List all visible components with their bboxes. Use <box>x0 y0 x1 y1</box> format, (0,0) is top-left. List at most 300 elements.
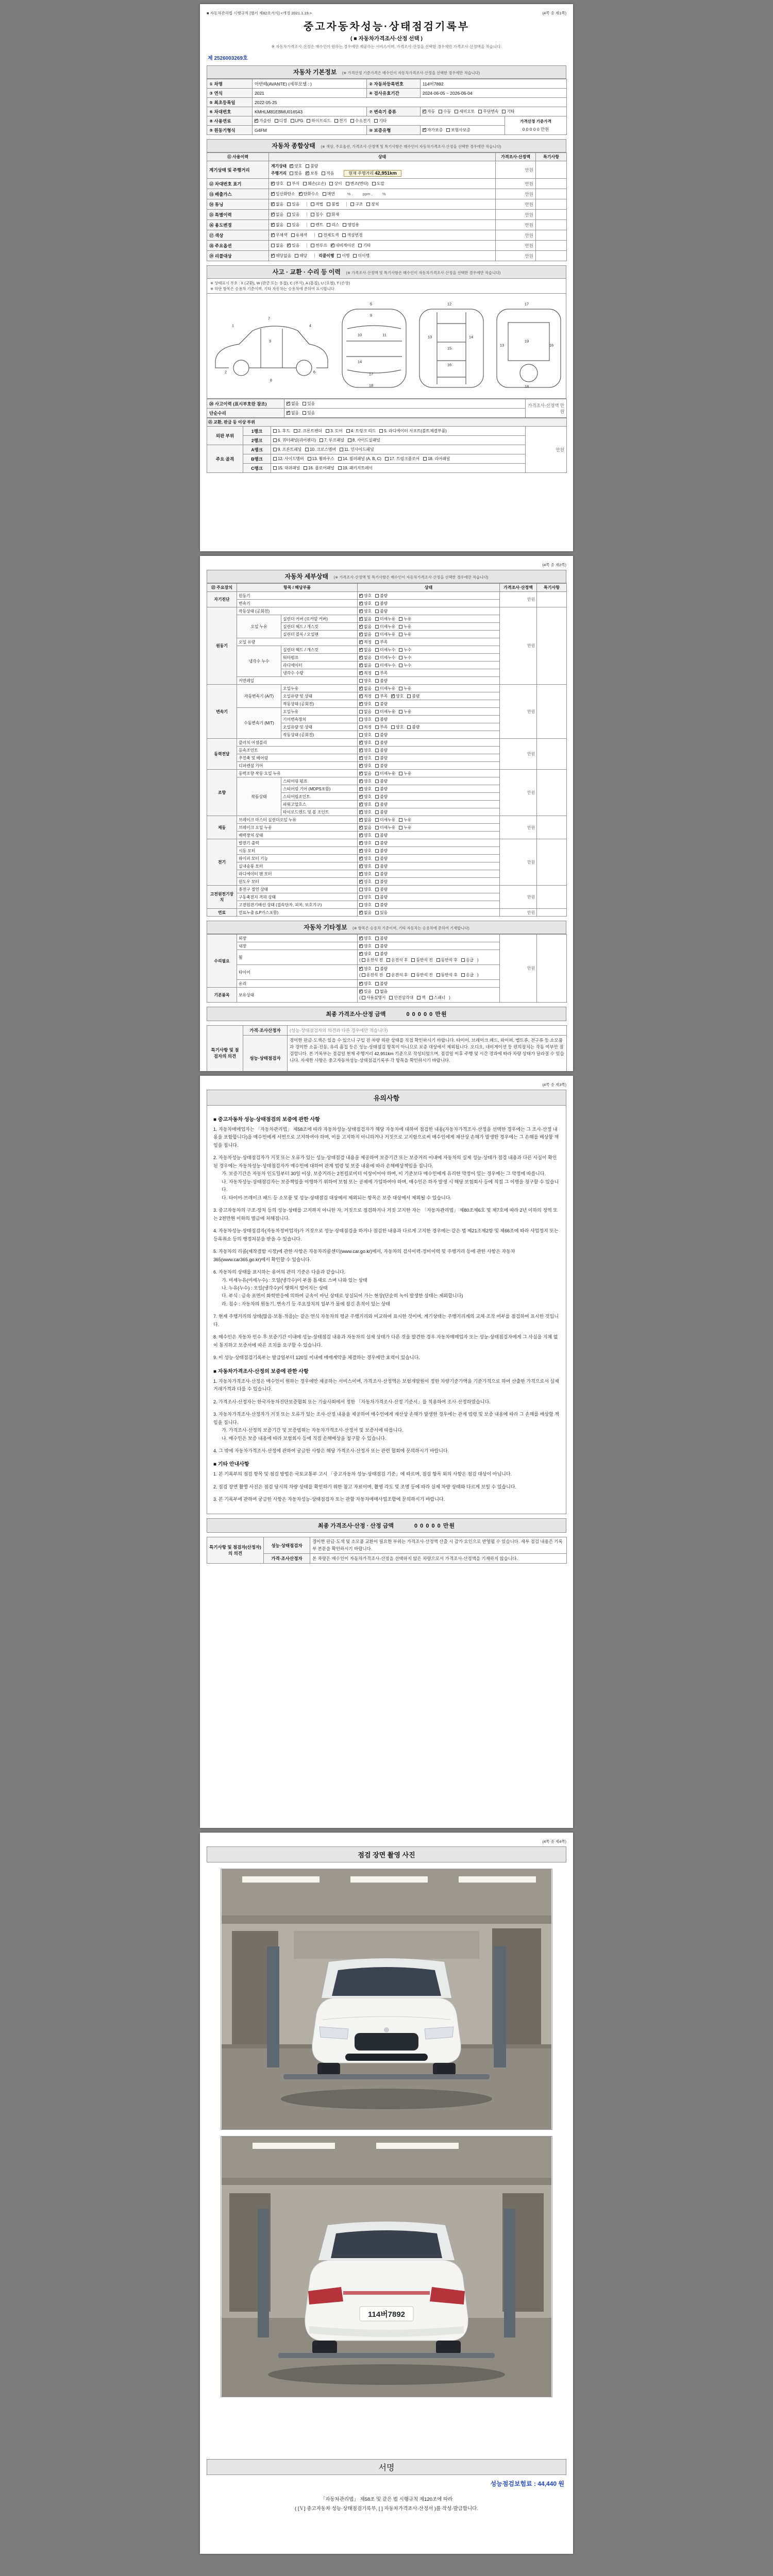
path-element <box>425 2027 453 2039</box>
checkbox-19. 패키지트레이[interactable] <box>338 465 373 471</box>
checkbox-box <box>273 438 277 442</box>
checkbox-양호[interactable] <box>359 856 372 861</box>
checkbox-없음[interactable] <box>375 989 388 994</box>
checkbox-있음[interactable] <box>287 243 299 248</box>
checkbox-해당[interactable] <box>295 253 307 259</box>
checkbox-일산화탄소[interactable] <box>271 191 295 197</box>
checkbox-양호[interactable] <box>359 778 372 784</box>
checkbox-구조[interactable] <box>350 201 363 207</box>
notice-main-line: 1. 본 기록부의 점검 항목 및 점검 방법은 국토교통부 고시 「중고자동차 성능·상태점검 기준」에 따르며, 점검 항목 외의 사항은 점검 대상이 아닙니다. <box>213 1471 512 1477</box>
checkbox-box <box>391 725 395 729</box>
checkbox-불량[interactable] <box>375 848 388 854</box>
checkbox-양호[interactable] <box>359 887 372 892</box>
checkbox-장치[interactable] <box>366 201 379 207</box>
checkbox-box <box>359 937 363 940</box>
checkbox-label: 불량 <box>380 678 388 683</box>
checkbox-누유[interactable] <box>399 771 411 776</box>
checkbox-양호[interactable] <box>359 794 372 800</box>
checkbox-양호[interactable] <box>359 786 372 792</box>
checkbox-양호[interactable] <box>359 966 372 972</box>
checkbox-적정[interactable] <box>359 639 372 645</box>
basic-items-state <box>358 988 500 1003</box>
checkbox-자가보증[interactable] <box>423 127 443 133</box>
checkbox-불량[interactable] <box>375 809 388 815</box>
checkbox-label: 전기 <box>339 118 347 123</box>
checkbox-누수[interactable] <box>399 647 411 653</box>
checkbox-미세누유[interactable] <box>375 825 395 831</box>
checkbox-없음[interactable] <box>271 201 283 207</box>
checkbox-없음[interactable] <box>359 624 372 630</box>
checkbox-불량[interactable] <box>375 601 388 606</box>
checkbox-미세누유[interactable] <box>375 709 395 715</box>
checkbox-동반석 전[interactable] <box>411 972 432 978</box>
checkbox-누수[interactable] <box>399 663 411 668</box>
checkbox-양호[interactable] <box>359 871 372 877</box>
checkbox-탄화수소[interactable] <box>299 191 319 197</box>
checkbox-불량[interactable] <box>375 701 388 707</box>
notice-main-line: 2. 점검 장면 촬영 사진은 점검 당시의 차량 상태를 확인하기 위한 참고 자료이며, 촬영 각도 및 조명 등에 따라 실제 차량 상태와 다르게 보일 수 있습니다. <box>213 1484 516 1489</box>
checkbox-13. 휠하우스[interactable] <box>308 456 334 462</box>
checkbox-많음[interactable] <box>290 171 302 176</box>
checkbox-box <box>374 119 378 123</box>
checkbox-동반석 전[interactable] <box>411 957 432 963</box>
checkbox-불량[interactable] <box>375 678 388 684</box>
device-item-label: 윈도우 모터 <box>237 878 358 886</box>
checkbox-양호[interactable] <box>391 724 404 730</box>
span-element <box>314 233 315 238</box>
checkbox-누유[interactable] <box>399 624 411 630</box>
device-sub-label: 작동상태 <box>237 777 281 816</box>
checkbox-없음[interactable] <box>359 655 372 660</box>
checkbox-침수[interactable] <box>311 212 323 217</box>
checkbox-7. 루프패널[interactable] <box>320 437 344 443</box>
checkbox-불량[interactable] <box>375 763 388 769</box>
checkbox-무단변속[interactable] <box>478 109 498 114</box>
checkbox-label: 상이 <box>334 181 342 186</box>
checkbox-4. 트렁크 리드[interactable] <box>346 428 376 434</box>
checkbox-운전석 후[interactable] <box>386 957 408 963</box>
checkbox-14. 필러패널 (A, B, C)[interactable] <box>338 456 381 462</box>
checkbox-없음[interactable] <box>359 910 372 916</box>
checkbox-box <box>359 617 363 621</box>
checkbox-box <box>329 182 333 185</box>
checkbox-스패너[interactable] <box>429 995 446 1001</box>
checkbox-렌트[interactable] <box>311 222 323 228</box>
checkbox-자동[interactable] <box>423 109 435 114</box>
checkbox-label: 불량 <box>380 778 388 784</box>
checkbox-미세누수[interactable] <box>375 655 395 660</box>
checkbox-box <box>375 617 379 621</box>
checkbox-수소전기[interactable] <box>350 118 371 124</box>
checkbox-양호[interactable] <box>359 608 372 614</box>
checkbox-해당없음[interactable] <box>271 253 291 259</box>
checkbox-불량[interactable] <box>375 902 388 908</box>
checkbox-미세누유[interactable] <box>375 817 395 823</box>
checkbox-양호[interactable] <box>359 732 372 738</box>
device-item-state <box>358 801 500 808</box>
checkbox-label: 있음 <box>292 212 300 217</box>
checkbox-box <box>399 664 402 667</box>
diagram-part-number: 13 <box>427 334 432 340</box>
checkbox-label: 미세누수 <box>380 647 396 652</box>
checkbox-11. 인사이드패널[interactable] <box>340 447 374 452</box>
diagram-part-number: 17 <box>368 371 374 377</box>
checkbox-없음[interactable] <box>271 222 283 228</box>
checkbox-없음[interactable] <box>359 771 372 776</box>
checkbox-수동[interactable] <box>439 109 451 114</box>
checkbox-label: 양호 <box>364 951 372 956</box>
checkbox-누수[interactable] <box>399 655 411 660</box>
checkbox-불량[interactable] <box>375 732 388 738</box>
checkbox-label: 부족 <box>380 639 388 645</box>
checkbox-불량[interactable] <box>375 879 388 885</box>
checkbox-부식[interactable] <box>287 181 299 187</box>
checkbox-17. 트렁크플로어[interactable] <box>385 456 419 462</box>
checkbox-불량[interactable] <box>375 802 388 807</box>
detail-condition-table <box>207 583 567 917</box>
checkbox-부족[interactable] <box>375 693 388 699</box>
rank-label: A랭크 <box>243 445 271 454</box>
checkbox-5. 라디에이터 서포트(볼트체결부품)[interactable] <box>379 428 446 434</box>
checkbox-양호[interactable] <box>359 809 372 815</box>
checkbox-적정[interactable] <box>359 724 372 730</box>
checkbox-없음[interactable] <box>359 647 372 653</box>
checkbox-세미오토[interactable] <box>455 109 475 114</box>
checkbox-가솔린[interactable] <box>255 118 271 124</box>
checkbox-영업용[interactable] <box>343 222 359 228</box>
checkbox-양호[interactable] <box>359 863 372 869</box>
overall-row-price: 만원 <box>496 161 536 179</box>
checkbox-보통[interactable] <box>306 171 318 176</box>
checkbox-응급[interactable] <box>461 972 474 978</box>
checkbox-기타[interactable] <box>374 118 386 124</box>
checkbox-변조(변타)[interactable] <box>346 181 368 187</box>
checkbox-box <box>375 795 379 799</box>
checkbox-전기[interactable] <box>334 118 347 124</box>
checkbox-양호[interactable] <box>359 593 372 599</box>
checkbox-불량[interactable] <box>375 887 388 892</box>
checkbox-15. 대쉬패널[interactable] <box>273 465 300 471</box>
checkbox-label: 누수 <box>404 647 412 652</box>
checkbox-없음[interactable] <box>287 410 299 416</box>
checkbox-유채색[interactable] <box>291 232 308 238</box>
checkbox-양호[interactable] <box>359 848 372 854</box>
checkbox-있음[interactable] <box>359 989 372 994</box>
checkbox-있음[interactable] <box>287 212 299 217</box>
checkbox-label: 미세누수 <box>380 663 396 668</box>
checkbox-미세누유[interactable] <box>375 632 395 637</box>
checkbox-부족[interactable] <box>375 724 388 730</box>
device-item-label: 실린더 커버 (로커암 커버) <box>281 615 358 623</box>
device-item-state <box>358 839 500 847</box>
checkbox-없음[interactable] <box>287 401 299 406</box>
checkbox-미세누유[interactable] <box>375 624 395 630</box>
checkbox-불량[interactable] <box>375 856 388 861</box>
checkbox-양호[interactable] <box>359 748 372 753</box>
device-item-label: 오일유량 및 상태 <box>281 692 358 700</box>
checkbox-양호[interactable] <box>359 802 372 807</box>
checkbox-있음[interactable] <box>303 410 315 416</box>
checkbox-box <box>375 952 379 956</box>
checkbox-불량[interactable] <box>375 794 388 800</box>
checkbox-적정[interactable] <box>359 693 372 699</box>
checkbox-불량[interactable] <box>375 943 388 949</box>
checkbox-불량[interactable] <box>375 966 388 972</box>
checkbox-양호[interactable] <box>359 894 372 900</box>
checkbox-미세누수[interactable] <box>375 647 395 653</box>
checkbox-box <box>375 679 379 683</box>
checkbox-box <box>359 718 363 721</box>
checkbox-있음[interactable] <box>375 910 388 916</box>
checkbox-전체도색[interactable] <box>318 232 339 238</box>
checkbox-label: 불량 <box>412 693 420 699</box>
checkbox-양호[interactable] <box>290 163 302 169</box>
registration-number: 114버7892 <box>421 79 567 89</box>
checkbox-양호[interactable] <box>359 951 372 957</box>
checkbox-10. 크로스멤버[interactable] <box>305 447 336 452</box>
device-item-state <box>358 909 500 917</box>
checkbox-없음[interactable] <box>359 632 372 637</box>
overall-condition-title-note: (※ 색상, 주요옵션, 가격조사·산정액 및 특기사항은 매수인이 자동차가격조사·산정을 선택한 경우에만 적습니다) <box>321 144 501 149</box>
checkbox-기타[interactable] <box>358 243 371 248</box>
checkbox-label: 양호 <box>364 593 372 598</box>
checkbox-기타[interactable] <box>502 109 514 114</box>
td-element: 특기사항 <box>537 584 567 592</box>
checkbox-양호[interactable] <box>359 763 372 769</box>
checkbox-label: 누유 <box>404 825 412 830</box>
accident-history-title-text: 사고 · 교환 · 수리 등 이력 <box>272 268 341 276</box>
checkbox-불량[interactable] <box>407 693 419 699</box>
checkbox-불량[interactable] <box>375 981 388 987</box>
rank-row <box>207 436 567 445</box>
checkbox-화재[interactable] <box>327 212 339 217</box>
checkbox-사용설명서[interactable] <box>362 995 386 1001</box>
checkbox-디젤[interactable] <box>275 118 287 124</box>
overall-row <box>207 241 567 251</box>
checkbox-양호[interactable] <box>359 840 372 846</box>
checkbox-부족[interactable] <box>375 670 388 676</box>
checkbox-불량[interactable] <box>375 871 388 877</box>
checkbox-이행[interactable] <box>337 253 349 259</box>
checkbox-양호[interactable] <box>359 902 372 908</box>
checkbox-불량[interactable] <box>375 608 388 614</box>
checkbox-box <box>399 818 402 822</box>
td-element: ④ 검사유효기간 <box>367 89 421 98</box>
overall-row <box>207 210 567 220</box>
checkbox-썬루프[interactable] <box>311 243 327 248</box>
device-note-cell <box>537 816 567 839</box>
checkbox-없음[interactable] <box>359 686 372 691</box>
checkbox-도말[interactable] <box>372 181 384 187</box>
checkbox-누유[interactable] <box>399 817 411 823</box>
checkbox-적정[interactable] <box>359 670 372 676</box>
checkbox-리스[interactable] <box>327 222 339 228</box>
checkbox-box <box>338 457 342 461</box>
overall-row-label: ⑰ 색상 <box>207 230 269 241</box>
checkbox-불법[interactable] <box>327 201 339 207</box>
checkbox-미세누수[interactable] <box>375 663 395 668</box>
checkbox-운전석 전[interactable] <box>362 957 383 963</box>
diagram-part-number: 5 <box>369 301 373 307</box>
checkbox-불량[interactable] <box>375 778 388 784</box>
tr-element <box>207 418 567 427</box>
checkbox-양호[interactable] <box>359 833 372 838</box>
checkbox-불량[interactable] <box>407 724 419 730</box>
checkbox-잭[interactable] <box>417 995 426 1001</box>
checkbox-없음[interactable] <box>359 825 372 831</box>
checkbox-box <box>375 756 379 760</box>
checkbox-16. 플로어패널[interactable] <box>304 465 334 471</box>
checkbox-무채색[interactable] <box>271 232 288 238</box>
checkbox-동반석 후[interactable] <box>436 972 458 978</box>
checkbox-적음[interactable] <box>322 171 334 176</box>
checkbox-양호[interactable] <box>359 601 372 606</box>
checkbox-네비게이션[interactable] <box>331 243 355 248</box>
checkbox-불량[interactable] <box>375 717 388 722</box>
checkbox-누유[interactable] <box>399 686 411 691</box>
checkbox-양호[interactable] <box>359 740 372 745</box>
checkbox-불량[interactable] <box>375 863 388 869</box>
checkbox-3. 도어[interactable] <box>326 428 343 434</box>
checkbox-미이행[interactable] <box>353 253 369 259</box>
page-4 <box>200 1833 573 2554</box>
checkbox-미세누유[interactable] <box>375 686 395 691</box>
checkbox-상이[interactable] <box>329 181 342 187</box>
checkbox-8. 사이드실패널[interactable] <box>348 437 380 443</box>
overall-row-state <box>269 220 496 230</box>
tbody-element <box>207 427 567 473</box>
checkbox-불량[interactable] <box>375 755 388 761</box>
device-sub-label: 냉각수 누수 <box>237 646 281 677</box>
checkbox-양호[interactable] <box>359 943 372 949</box>
final-price-band <box>207 1007 566 1021</box>
checkbox-양호[interactable] <box>359 936 372 941</box>
checkbox-없음[interactable] <box>359 663 372 668</box>
checkbox-불량[interactable] <box>375 833 388 838</box>
checkbox-응급[interactable] <box>461 957 474 963</box>
outer-panel-label: 외판 부위 <box>207 427 243 445</box>
checkbox-불량[interactable] <box>375 936 388 941</box>
checkbox-label: 미세누유 <box>380 686 396 691</box>
checkbox-매연[interactable] <box>323 191 335 197</box>
checkbox-미세누유[interactable] <box>375 771 395 776</box>
checkbox-누유[interactable] <box>399 616 411 622</box>
checkbox-box <box>502 110 506 113</box>
checkbox-불량[interactable] <box>375 894 388 900</box>
checkbox-양호[interactable] <box>359 717 372 722</box>
checkbox-운전석 후[interactable] <box>386 972 408 978</box>
device-item-label: 충전구 절연 상태 <box>237 886 358 893</box>
checkbox-불량[interactable] <box>375 748 388 753</box>
checkbox-양호[interactable] <box>359 879 372 885</box>
checkbox-box <box>291 233 295 237</box>
checkbox-없음[interactable] <box>359 817 372 823</box>
checkbox-양호[interactable] <box>391 693 404 699</box>
checkbox-하이브리드[interactable] <box>307 118 331 124</box>
checkbox-양호[interactable] <box>359 981 372 987</box>
checkbox-9. 프론트패널[interactable] <box>273 447 301 452</box>
checkbox-불량[interactable] <box>375 593 388 599</box>
checkbox-없음[interactable] <box>359 709 372 715</box>
checkbox-누유[interactable] <box>399 825 411 831</box>
checkbox-없음[interactable] <box>359 616 372 622</box>
overall-row-note <box>536 161 567 179</box>
checkbox-12. 사이드멤버[interactable] <box>273 456 304 462</box>
checkbox-동반석 후[interactable] <box>436 957 458 963</box>
checkbox-불량[interactable] <box>306 163 318 169</box>
checkbox-2. 프론트펜더[interactable] <box>294 428 322 434</box>
checkbox-부족[interactable] <box>375 639 388 645</box>
checkbox-불량[interactable] <box>375 740 388 745</box>
checkbox-양호[interactable] <box>271 181 283 187</box>
checkbox-box <box>359 982 363 986</box>
fuel-type-options <box>253 116 505 126</box>
checkbox-적법[interactable] <box>311 201 323 207</box>
checkbox-불량[interactable] <box>375 840 388 846</box>
checkbox-label: 부족 <box>380 693 388 699</box>
notice-sub-line: 나. 누유(누수) : 오일(냉각수)이 맺혀서 떨어지는 상태 <box>222 1285 328 1291</box>
checkbox-box <box>359 749 363 752</box>
checkbox-누유[interactable] <box>399 709 411 715</box>
checkbox-label: 누유 <box>404 771 412 776</box>
checkbox-없음[interactable] <box>271 212 283 217</box>
notice-main-line: 7. 현재 주행거리의 상태(많음·보통·적음)는 같은 연식 자동차의 평균 주행거리와 비교하여 표시한 것이며, 계기상태는 주행거리계의 교체·조작 여부를 점검하여 표시한 것입니다. <box>213 1314 559 1327</box>
checkbox-label: 운전석 전 <box>366 958 383 962</box>
checkbox-label: 렌트 <box>315 223 324 227</box>
device-item-label: 실린더 블록 / 오일팬 <box>281 631 358 638</box>
checkbox-box <box>411 958 415 962</box>
checkbox-LPG[interactable] <box>291 118 304 123</box>
path-element <box>215 361 229 368</box>
div-element: ( 운전석 전 운전석 후 동반석 전 동반석 후 응급 ) <box>359 958 479 962</box>
checkbox-label: 불량 <box>380 943 388 948</box>
device-item-state <box>358 878 500 886</box>
checkbox-보험사보증[interactable] <box>446 127 470 133</box>
checkbox-label: 해당없음 <box>276 253 292 258</box>
checkbox-1. 후드[interactable] <box>273 428 290 434</box>
checkbox-label: 색상변경 <box>347 233 363 238</box>
device-item-label: 등속조인트 <box>237 747 358 754</box>
checkbox-box <box>375 609 379 613</box>
checkbox-훼손(오손)[interactable] <box>303 181 326 187</box>
checkbox-양호[interactable] <box>359 701 372 707</box>
checkbox-있음[interactable] <box>287 201 299 207</box>
overall-row-note <box>536 199 567 210</box>
checkbox-label: 양호 <box>364 879 372 884</box>
checkbox-있음[interactable] <box>303 401 315 406</box>
rank-label: C랭크 <box>243 464 271 473</box>
page-2 <box>200 556 573 1071</box>
notice-sub-line: 가. 가격조사·산정의 보증기간 및 보증범위는 자동차가격조사·산정서 및 보증서에 따릅니다. <box>222 1428 404 1433</box>
checkbox-18. 리어패널[interactable] <box>423 456 450 462</box>
checkbox-6. 쿼터패널(리어펜더)[interactable] <box>273 437 316 443</box>
checkbox-불량[interactable] <box>375 786 388 792</box>
checkbox-색상변경[interactable] <box>342 232 362 238</box>
checkbox-box <box>359 849 363 853</box>
checkbox-안전삼각대[interactable] <box>389 995 413 1001</box>
checkbox-있음[interactable] <box>287 222 299 228</box>
checkbox-운전석 전[interactable] <box>362 972 383 978</box>
checkbox-없음[interactable] <box>271 243 283 248</box>
checkbox-label: 매연 <box>327 192 335 196</box>
page-marker: (4쪽 중 제2쪽) <box>542 563 566 567</box>
checkbox-양호[interactable] <box>359 755 372 761</box>
checkbox-불량[interactable] <box>375 951 388 957</box>
checkbox-box <box>271 182 275 185</box>
checkbox-누유[interactable] <box>399 632 411 637</box>
checkbox-미세누유[interactable] <box>375 616 395 622</box>
checkbox-양호[interactable] <box>359 678 372 684</box>
